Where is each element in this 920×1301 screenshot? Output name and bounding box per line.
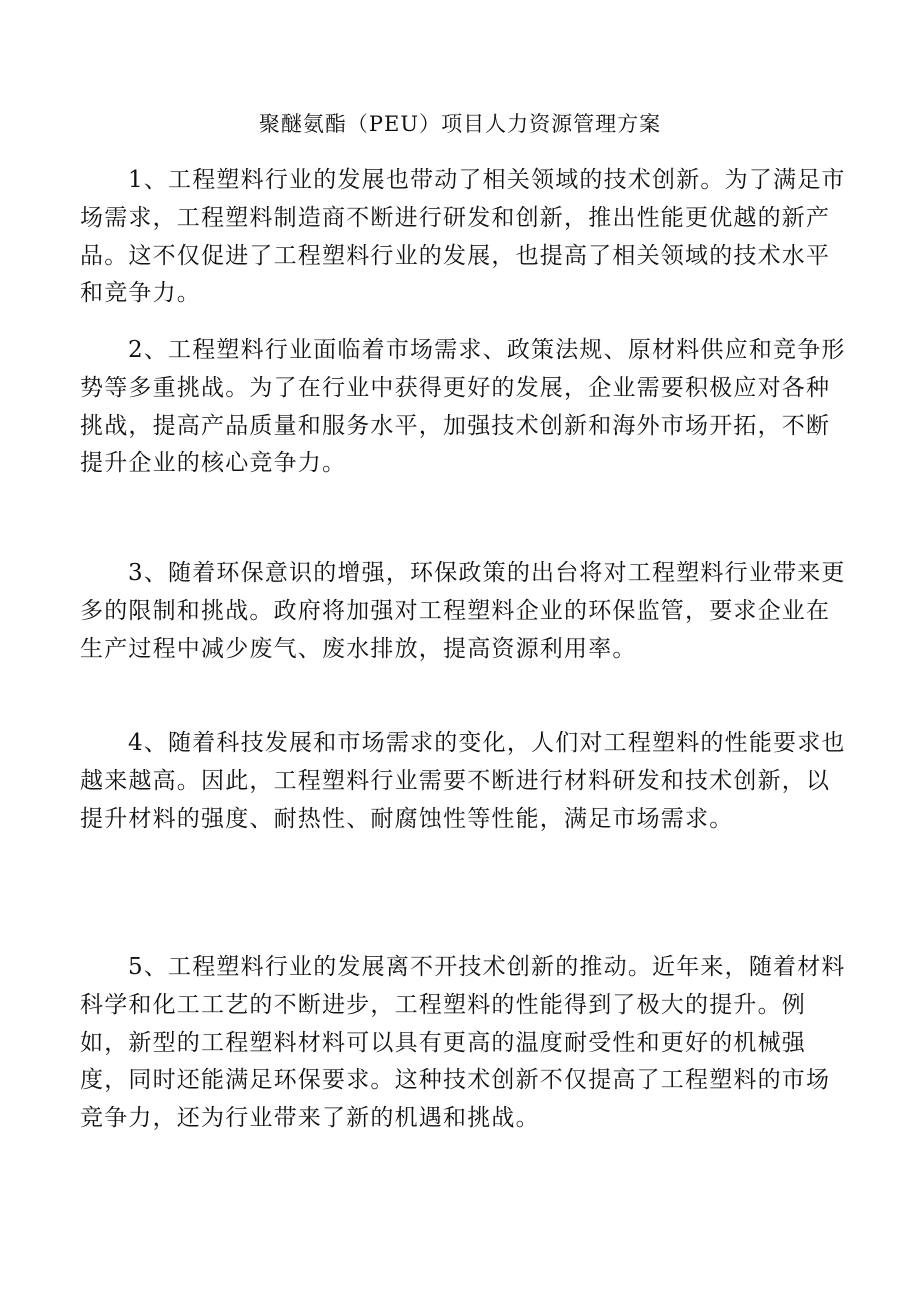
paragraph-1: 1、工程塑料行业的发展也带动了相关领域的技术创新。为了满足市场需求，工程塑料制造商不断进行研发和创新，推出性能更优越的新产品。这不仅促进了工程塑料行业的发展，也提高了相关领域的技术水平和竞争力。 <box>80 167 846 307</box>
paragraph-5: 5、工程塑料行业的发展离不开技术创新的推动。近年来，随着材料科学和化工工艺的不断进步，工程塑料的性能得到了极大的提升。例如，新型的工程塑料材料可以具有更高的温度耐受性和更好的机械强度，同时还能满足环保要求。这种技术创新不仅提高了工程塑料的市场竞争力，还为行业带来了新的机遇和挑战。 <box>80 954 846 1132</box>
document-title: 聚醚氨酯（PEU）项目人力资源管理方案 <box>258 112 662 136</box>
paragraph-4: 4、随着科技发展和市场需求的变化，人们对工程塑料的性能要求也越来越高。因此，工程塑料行业需要不断进行材料研发和技术创新，以提升材料的强度、耐热性、耐腐蚀性等性能，满足市场需求。 <box>80 730 846 832</box>
paragraph-3: 3、随着环保意识的增强，环保政策的出台将对工程塑料行业带来更多的限制和挑战。政府将加强对工程塑料企业的环保监管，要求企业在生产过程中减少废气、废水排放，提高资源利用率。 <box>80 560 846 662</box>
paragraph-2: 2、工程塑料行业面临着市场需求、政策法规、原材料供应和竞争形势等多重挑战。为了在行业中获得更好的发展，企业需要积极应对各种挑战，提高产品质量和服务水平，加强技术创新和海外市场开拓，不断提升企业的核心竞争力。 <box>80 337 846 477</box>
